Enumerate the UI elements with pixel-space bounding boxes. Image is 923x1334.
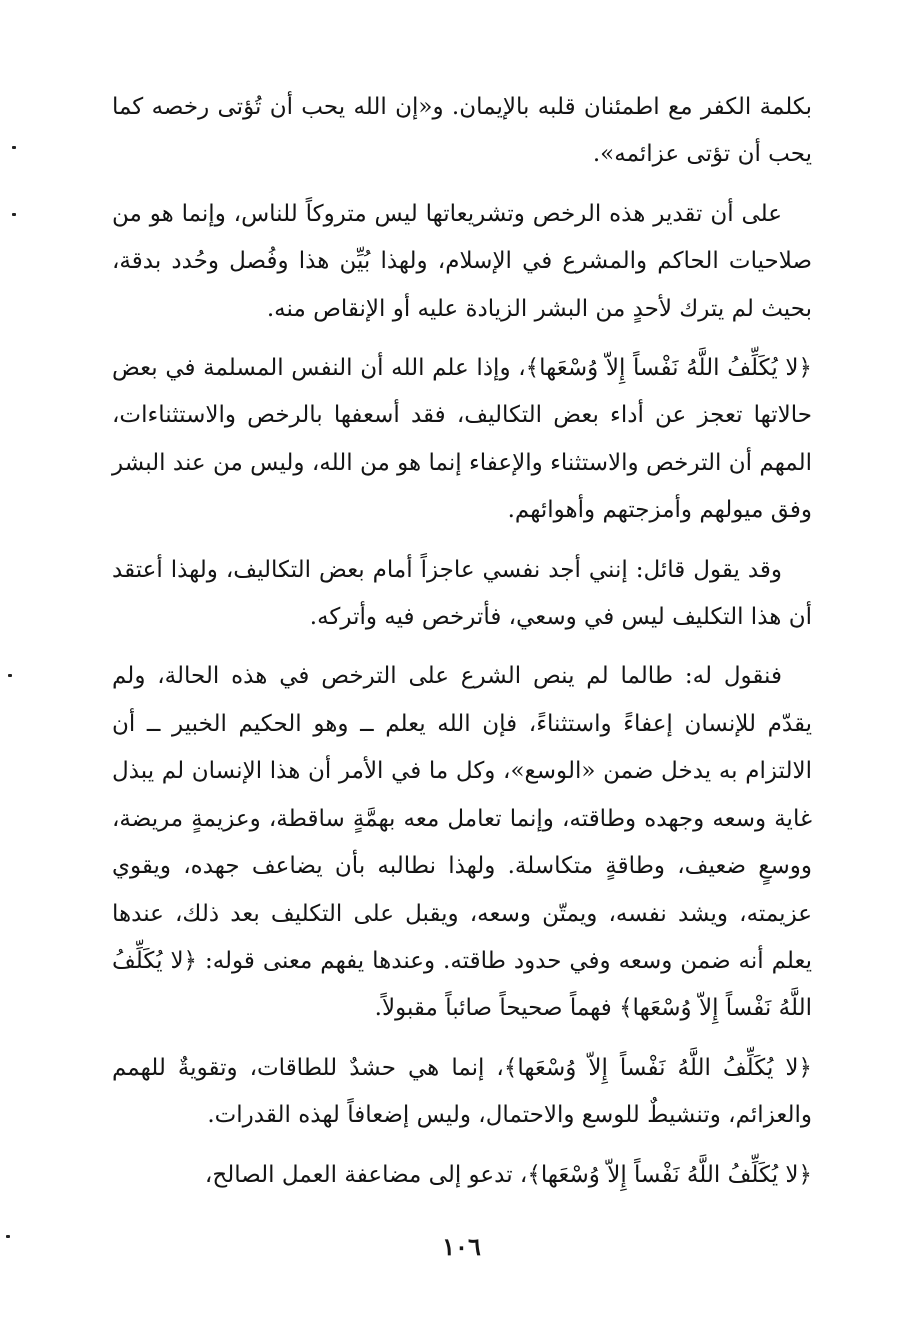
margin-mark [12,146,16,149]
paragraph-6: ﴿لا يُكَلِّفُ اللَّهُ نَفْساً إِلاّ وُسْعَها﴾، إنما هي حشدٌ للطاقات، وتقويةٌ للهمم والعزائم، وتنشيطٌ للوسع والاحتمال، وليس إضعافاً لهذه القدرات. [112,1054,812,1129]
paragraph-4: وقد يقول قائل: إنني أجد نفسي عاجزاً أمام بعض التكاليف، ولهذا أعتقد أن هذا التكليف ليس في وسعي، فأترخص فيه وأتركه. [112,556,812,631]
margin-mark [6,1235,10,1238]
page-body [112,84,812,1211]
paragraph-1: بكلمة الكفر مع اطمئنان قلبه بالإيمان. و«إن الله يحب أن تُؤتى رخصه كما يحب أن تؤتى عزائمه». [112,94,812,168]
paragraph-7: ﴿لا يُكَلِّفُ اللَّهُ نَفْساً إِلاّ وُسْعَها﴾، تدعو إلى مضاعفة العمل الصالح، [204,1161,812,1188]
paragraph-3: ﴿لا يُكَلِّفُ اللَّهُ نَفْساً إِلاّ وُسْعَها﴾، وإذا علم الله أن النفس المسلمة في بعض حالاتها تعجز عن أداء بعض التكاليف، فقد أسعفها بالرخص والاستثناءات، المهم أن الترخص والاستثناء والإعفاء إنما هو من الله، وليس من عند البشر وفق ميولهم وأمزجتهم وأهوائهم. [112,355,812,524]
margin-mark [8,674,12,677]
margin-mark [12,213,16,216]
page-number: ١٠٦ [442,1232,481,1261]
paragraph-5: فنقول له: طالما لم ينص الشرع على الترخص في هذه الحالة، ولم يقدّم للإنسان إعفاءً واستثناءً، فإن الله يعلم ــ وهو الحكيم الخبير ــ أن الالتزام به يدخل ضمن «الوسع»، وكل ما في الأمر أن هذا الإنسان لم يبذل غاية وسعه وجهده وطاقته، وإنما تعامل معه بهمَّةٍ ساقطة، وعزيمةٍ مريضة، ووسعٍ ضعيف، وطاقةٍ متكاسلة. ولهذا نطالبه بأن يضاعف جهده، ويقوي عزيمته، ويشد نفسه، ويمتّن وسعه، ويقبل على التكليف بعد ذلك، عندها يعلم أنه ضمن وسعه وفي حدود طاقته. وعندها يفهم معنى قوله: ﴿لا يُكَلِّفُ اللَّهُ نَفْساً إِلاّ وُسْعَها﴾ فهماً صحيحاً صائباً مقبولاً. [112,663,812,1022]
paragraph-2: على أن تقدير هذه الرخص وتشريعاتها ليس متروكاً للناس، وإنما هو من صلاحيات الحاكم والمشرع في الإسلام، ولهذا بُيِّن هذا وفُصل وحُدد بدقة، بحيث لم يترك لأحدٍ من البشر الزيادة عليه أو الإنقاص منه. [112,200,812,322]
